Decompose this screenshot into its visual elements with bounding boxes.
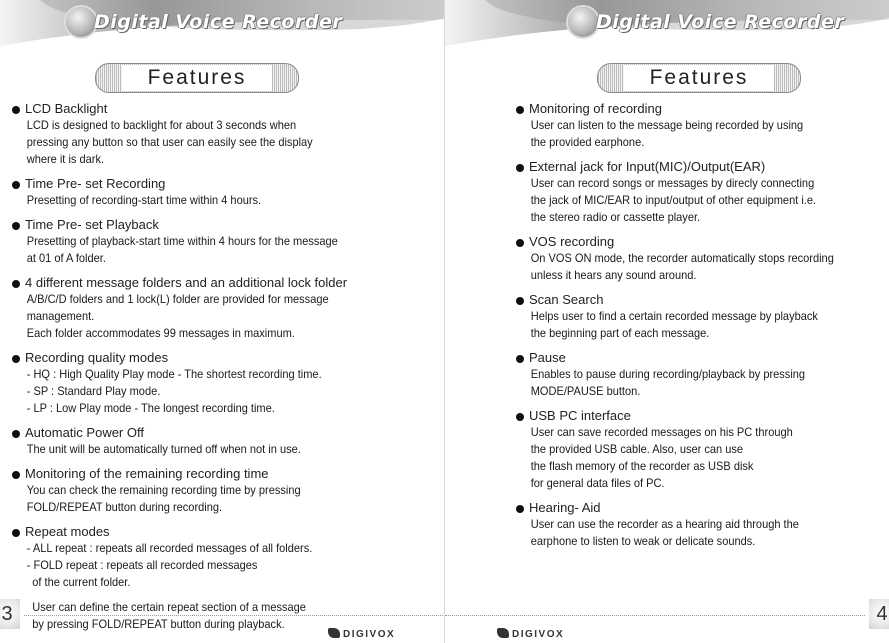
feature-item [516,158,886,226]
footer-divider [24,615,445,616]
feature-title-text: External jack for Input(MIC)/Output(EAR) [529,159,766,174]
feature-item [12,424,437,458]
features-heading [597,63,801,93]
description-line: - HQ : High Quality Play mode - The shortest recording time. [26,367,322,381]
brand-logo [497,628,564,642]
feature-description [12,233,413,267]
description-line: the flash memory of the recorder as USB disk [530,459,754,473]
feature-description [516,175,889,226]
feature-list [516,100,886,557]
header-banner [0,0,445,46]
description-line: User can save recorded messages on his PC through [530,425,793,439]
feature-item [516,100,886,151]
feature-description [12,441,413,458]
description-line: FOLD/REPEAT button during recording. [26,500,223,514]
feature-title [12,100,437,117]
bullet-icon [516,413,524,421]
header-banner [445,0,889,46]
feature-title [12,274,437,291]
description-line: On VOS ON mode, the recorder automatically stops recording [530,251,834,265]
feature-item [516,349,886,400]
features-heading-text: Features [649,66,749,89]
feature-list [12,100,437,640]
feature-description [12,291,413,342]
description-line: the stereo radio or cassette player. [530,210,701,224]
feature-description [12,192,413,209]
description-line: at 01 of A folder. [26,251,106,265]
description-line: Enables to pause during recording/playback by pressing [530,367,806,381]
feature-title-text: USB PC interface [529,408,631,423]
logo-badge [568,7,598,37]
description-line: management. [26,309,95,323]
feature-title-text: 4 different message folders and an additional lock folder [25,275,348,290]
description-line: User can record songs or messages by direcly connecting [530,176,815,190]
feature-description [516,424,889,492]
description-line: A/B/C/D folders and 1 lock(L) folder are provided for message [26,292,329,306]
feature-title-text: Time Pre- set Recording [25,176,166,191]
bullet-icon [516,239,524,247]
description-line: User can define the certain repeat section of a message [32,600,306,614]
brand-logo [328,628,395,642]
feature-description [516,516,889,550]
feature-title-text: LCD Backlight [25,101,108,116]
features-heading-text: Features [147,66,247,89]
feature-title [516,349,886,366]
feature-title [12,424,437,441]
feature-item [516,291,886,342]
feature-title-text: Recording quality modes [25,350,169,365]
feature-title [516,407,886,424]
feature-title [516,291,886,308]
description-line: the provided USB cable. Also, user can use [530,442,744,456]
description-line: the provided earphone. [530,135,645,149]
feature-title-text: Monitoring of the remaining recording time [25,466,269,481]
feature-description [516,308,889,342]
brand-mark-icon [497,628,509,638]
bullet-icon [12,280,20,288]
feature-title [516,499,886,516]
bullet-icon [516,297,524,305]
description-line: Presetting of playback-start time within 4 hours for the message [26,234,338,248]
description-line: User can listen to the message being recorded by using [530,118,804,132]
bullet-icon [12,430,20,438]
page-number: 4 [869,599,889,629]
feature-title-text: Time Pre- set Playback [25,217,159,232]
feature-title [12,216,437,233]
feature-title-text: Hearing- Aid [529,500,601,515]
brand-name: DIGIVOX [512,629,565,640]
brand-mark-icon [328,628,340,638]
banner-title: Digital Voice Recorder [94,11,343,33]
feature-item [516,233,886,284]
description-line: - LP : Low Play mode - The longest recording time. [26,401,275,415]
feature-title [516,158,886,175]
feature-title [12,523,437,540]
description-line: You can check the remaining recording time by pressing [26,483,301,497]
description-line: Presetting of recording-start time within 4 hours. [26,193,262,207]
description-line: Each folder accommodates 99 messages in maximum. [26,326,295,340]
description-line: where it is dark. [26,152,105,166]
feature-description [12,366,413,417]
bullet-icon [516,106,524,114]
feature-item [12,349,437,417]
bullet-icon [516,164,524,172]
feature-title-text: Automatic Power Off [25,425,144,440]
description-line: The unit will be automatically turned off when not in use. [26,442,301,456]
description-line: for general data files of PC. [530,476,665,490]
bullet-icon [516,505,524,513]
description-line: of the current folder. [32,575,131,589]
page-number: 3 [0,599,20,629]
description-line: the beginning part of each message. [530,326,710,340]
feature-description [516,250,889,284]
description-line: MODE/PAUSE button. [530,384,641,398]
feature-item [12,216,437,267]
feature-title [12,465,437,482]
bullet-icon [12,529,20,537]
bullet-icon [12,106,20,114]
feature-title-text: Monitoring of recording [529,101,662,116]
description-line: LCD is designed to backlight for about 3 seconds when [26,118,297,132]
description-line: unless it hears any sound around. [530,268,697,282]
feature-item [12,274,437,342]
feature-title-text: Repeat modes [25,524,110,539]
features-heading [95,63,299,93]
bullet-icon [12,222,20,230]
description-line: User can use the recorder as a hearing aid through the [530,517,799,531]
feature-description [12,117,413,168]
description-line: by pressing FOLD/REPEAT button during playback. [32,617,285,631]
feature-item [12,523,437,633]
description-line: earphone to listen to weak or delicate sounds. [530,534,756,548]
description-line: the jack of MIC/EAR to input/output of other equipment i.e. [530,193,817,207]
feature-title [12,349,437,366]
logo-badge [66,7,96,37]
feature-description [12,482,413,516]
feature-description [12,540,413,633]
bullet-icon [12,471,20,479]
feature-item [12,175,437,209]
feature-item [12,100,437,168]
feature-item [12,465,437,516]
feature-item [516,407,886,492]
banner-title: Digital Voice Recorder [596,11,845,33]
bullet-icon [516,355,524,363]
feature-title-text: Pause [529,350,566,365]
feature-description [516,366,889,400]
feature-title-text: Scan Search [529,292,604,307]
right-page [445,0,889,643]
bullet-icon [12,355,20,363]
description-line: pressing any button so that user can easily see the display [26,135,313,149]
brand-name: DIGIVOX [343,629,396,640]
feature-title [516,100,886,117]
description-line: - SP : Standard Play mode. [26,384,161,398]
description-line: - ALL repeat : repeats all recorded messages of all folders. [26,541,313,555]
feature-title-text: VOS recording [529,234,615,249]
bullet-icon [12,181,20,189]
feature-title [12,175,437,192]
description-line: Helps user to find a certain recorded message by playback [530,309,818,323]
footer-divider [445,615,865,616]
feature-title [516,233,886,250]
feature-item [516,499,886,550]
feature-description [516,117,889,151]
description-line: - FOLD repeat : repeats all recorded messages [26,558,258,572]
